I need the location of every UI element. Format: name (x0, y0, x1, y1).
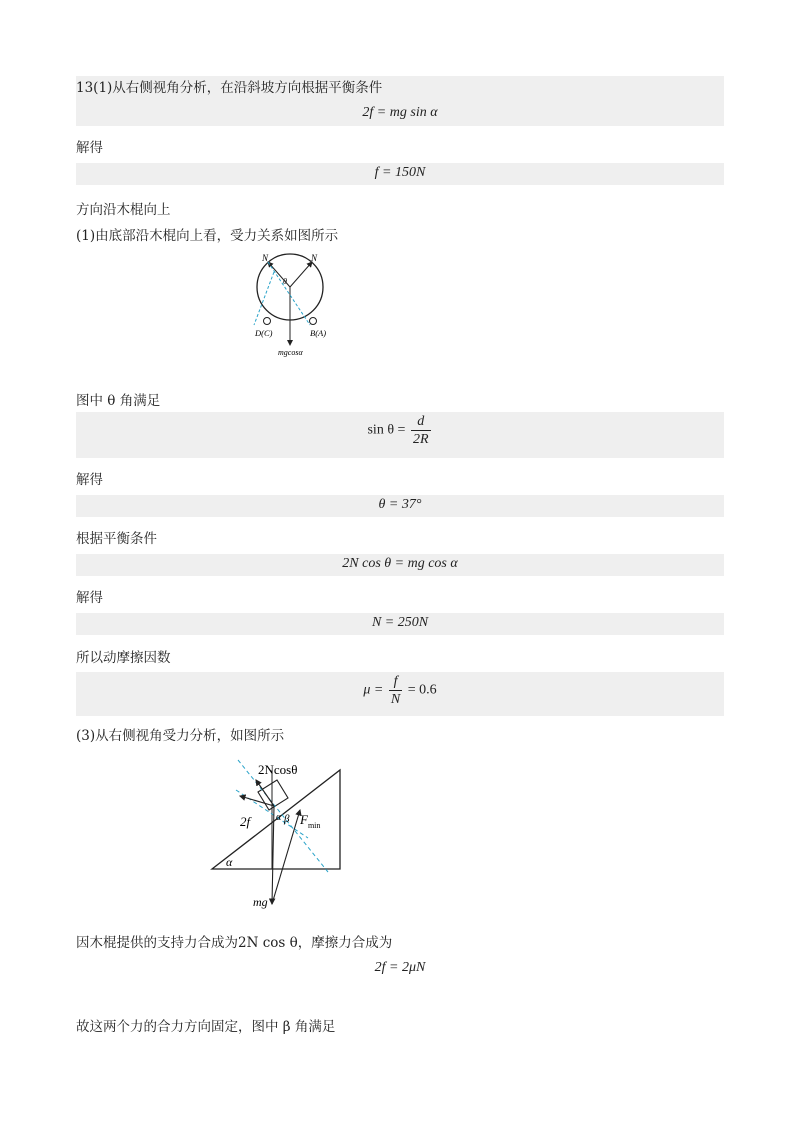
fraction-denominator-2r: 2R (412, 432, 429, 447)
fraction-numerator-f: f (389, 673, 402, 691)
label-f: F (300, 812, 308, 827)
solve-label-2: 解得 (76, 472, 103, 488)
fraction-d-2r (411, 413, 431, 448)
label-2f: 2f (240, 814, 251, 829)
equation-mu (76, 673, 724, 708)
equation-2f-2mun: 2f = 2μN (374, 960, 426, 975)
fraction-denominator-n: N (390, 692, 401, 707)
fraction-f-n (389, 673, 402, 708)
label-dc: D(C) (255, 328, 273, 338)
label-n-left: N (262, 253, 269, 263)
theta-condition-text: 图中 θ 角满足 (76, 393, 161, 409)
label-min-subscript: min (307, 821, 321, 830)
label-fmin (299, 812, 320, 830)
mu-rhs: = 0.6 (407, 682, 437, 698)
sin-theta-lhs: sin θ = (367, 422, 406, 438)
force-diagram-incline (200, 752, 370, 912)
part1-intro: 13(1)从右侧视角分析，在沿斜坡方向根据平衡条件 (76, 80, 383, 96)
equation-n-250n: N = 250N (371, 615, 429, 630)
equation-theta-37: θ = 37° (378, 497, 422, 512)
mu-lhs: μ = (363, 682, 384, 698)
equation-sin-theta (76, 413, 724, 448)
solve-label-1: 解得 (76, 140, 103, 156)
label-ba: B(A) (310, 328, 327, 338)
fraction-numerator-d: d (411, 413, 431, 431)
label-mgcos: mgcosα (278, 348, 303, 357)
force-diagram-circle (240, 247, 360, 367)
label-theta: θ (283, 277, 287, 286)
part2-intro: (1)由底部沿木棍向上看，受力关系如图所示 (76, 228, 339, 244)
solve-label-3: 解得 (76, 590, 103, 606)
equation-2f-mgsin: 2f = mg sin α (362, 105, 438, 120)
part3-intro: (3)从右侧视角受力分析，如图所示 (76, 728, 285, 744)
label-beta: β (284, 813, 290, 825)
last-line: 故这两个力的合力方向固定，图中 β 角满足 (76, 1019, 336, 1035)
label-n-right: N (311, 253, 318, 263)
friction-coefficient-label: 所以动摩擦因数 (76, 650, 171, 666)
balance-label: 根据平衡条件 (76, 531, 157, 547)
label-mg: mg (253, 895, 268, 909)
reason-text: 因木棍提供的支持力合成为2N cos θ，摩擦力合成为 (76, 935, 393, 951)
label-alpha: α (226, 855, 233, 869)
equation-f-150n: f = 150N (374, 165, 426, 180)
direction-text: 方向沿木棍向上 (76, 202, 171, 218)
label-2ncos: 2Ncosθ (258, 762, 298, 777)
label-alpha-small: α (276, 812, 282, 823)
equation-2ncos: 2N cos θ = mg cos α (342, 556, 458, 571)
